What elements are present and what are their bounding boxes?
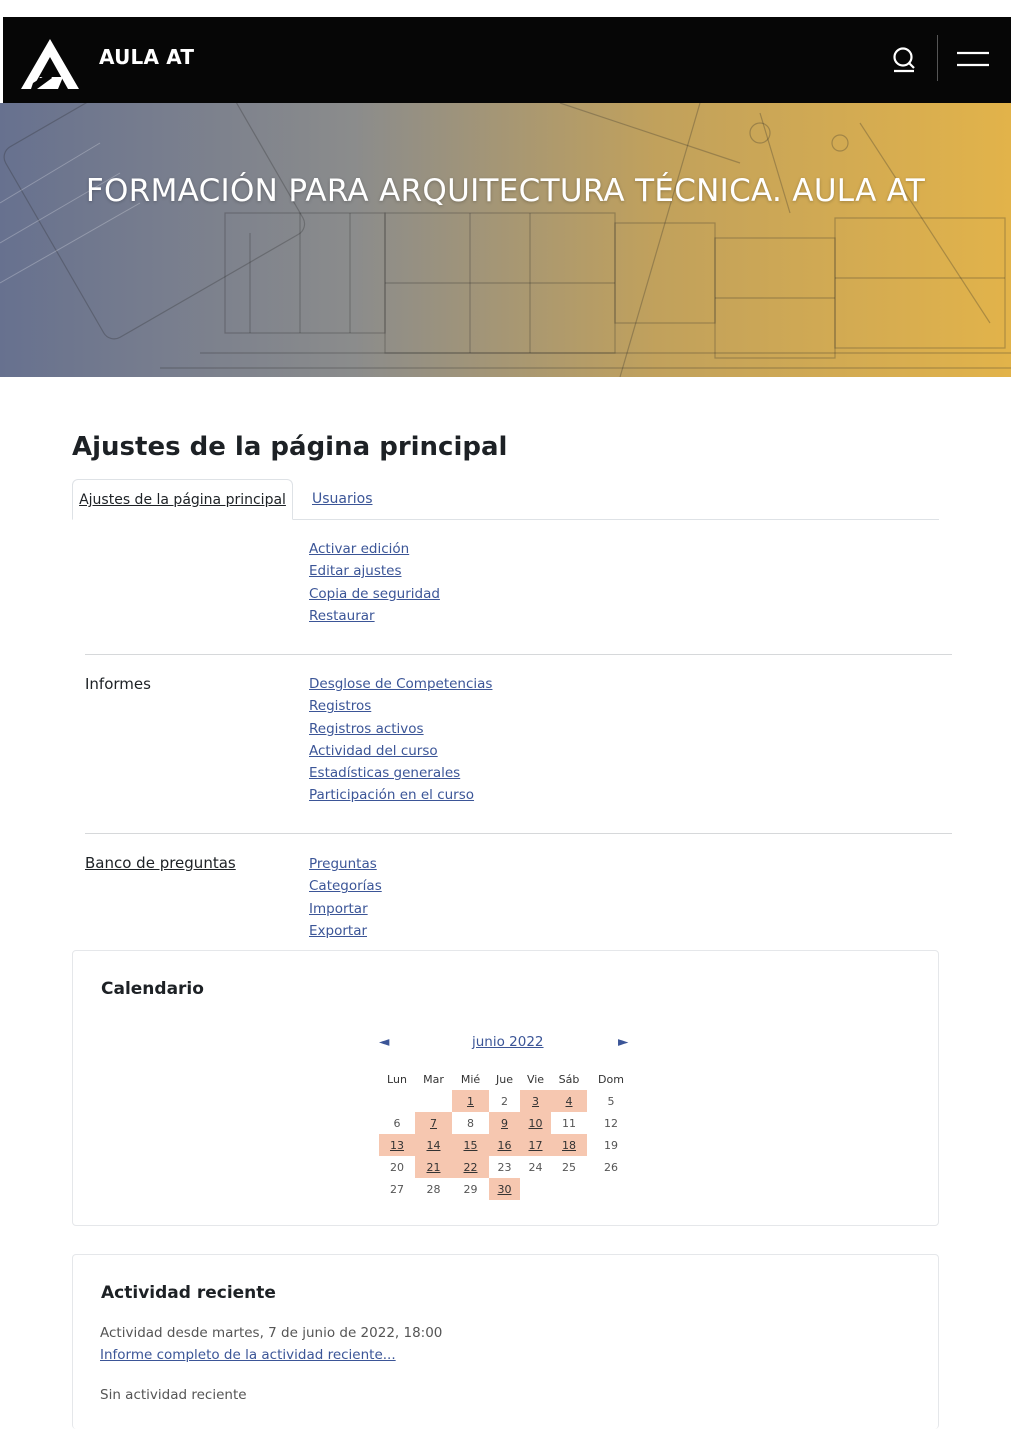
calendar-week-row bbox=[379, 1090, 635, 1112]
calendar-day: 12 bbox=[604, 1116, 618, 1130]
calendar-day-event-link[interactable]: 18 bbox=[562, 1138, 576, 1152]
link-preguntas[interactable]: Preguntas bbox=[309, 856, 377, 872]
calendar-day-with-event[interactable] bbox=[520, 1112, 551, 1134]
calendar-day-with-event[interactable] bbox=[452, 1156, 489, 1178]
link-editar-ajustes[interactable]: Editar ajustes bbox=[309, 563, 402, 580]
calendar-prev-icon[interactable]: ◄ bbox=[379, 1034, 390, 1050]
general-links bbox=[309, 538, 440, 627]
calendar-day-event-link[interactable]: 9 bbox=[501, 1116, 508, 1130]
calendar-month-link[interactable]: junio 2022 bbox=[472, 1034, 544, 1050]
link-restaurar[interactable]: Restaurar bbox=[309, 607, 375, 624]
hero-title: FORMACIÓN PARA ARQUITECTURA TÉCNICA. AULA AT bbox=[85, 173, 926, 209]
search-icon bbox=[889, 44, 919, 74]
calendar-weekday: Lun bbox=[387, 1072, 407, 1086]
calendar-day-event-link[interactable]: 30 bbox=[497, 1182, 512, 1196]
calendar-day: 2 bbox=[501, 1094, 508, 1108]
calendar-weekday: Dom bbox=[598, 1072, 624, 1086]
calendar-day-event-link[interactable]: 15 bbox=[463, 1138, 478, 1152]
calendar-day: 27 bbox=[390, 1182, 404, 1196]
calendar-day: 29 bbox=[463, 1182, 478, 1196]
calendar-day-event-link[interactable]: 7 bbox=[430, 1116, 437, 1130]
link-categorias[interactable]: Categorías bbox=[309, 878, 382, 895]
link-importar[interactable]: Importar bbox=[309, 900, 368, 917]
calendar-day-with-event[interactable] bbox=[379, 1134, 415, 1156]
page-title: Ajustes de la página principal bbox=[72, 432, 508, 462]
hero-banner bbox=[0, 103, 1011, 377]
calendar-day-with-event[interactable] bbox=[415, 1156, 452, 1178]
link-activar-edicion[interactable]: Activar edición bbox=[309, 541, 410, 557]
calendar-empty-cell bbox=[587, 1178, 635, 1200]
calendar-day-with-event[interactable] bbox=[520, 1134, 551, 1156]
link-estadisticas-generales[interactable]: Estadísticas generales bbox=[309, 765, 461, 782]
calendar-day-with-event[interactable] bbox=[452, 1134, 489, 1156]
calendar-week-row bbox=[379, 1134, 635, 1156]
recent-activity-since: Actividad desde martes, 7 de junio de 2022, 18:00 bbox=[100, 1325, 443, 1341]
calendar-day-event-link[interactable]: 21 bbox=[426, 1160, 441, 1174]
link-exportar[interactable]: Exportar bbox=[309, 922, 368, 939]
top-strip bbox=[0, 0, 1011, 17]
calendar-day: 19 bbox=[604, 1138, 618, 1152]
calendar-day-event-link[interactable]: 3 bbox=[532, 1094, 539, 1108]
calendar-day-event-link[interactable]: 10 bbox=[528, 1116, 543, 1130]
blueprint-background bbox=[0, 103, 1011, 377]
section-divider bbox=[85, 833, 952, 834]
calendar-day-with-event[interactable] bbox=[489, 1178, 520, 1200]
calendar-empty-cell bbox=[379, 1090, 415, 1112]
link-registros[interactable]: Registros bbox=[309, 698, 372, 715]
informes-title: Informes bbox=[85, 675, 151, 693]
calendar-weekday: Mié bbox=[460, 1072, 481, 1086]
link-participacion-curso[interactable]: Participación en el curso bbox=[309, 787, 475, 804]
search-button[interactable] bbox=[889, 44, 919, 74]
calendar-day: 23 bbox=[497, 1160, 512, 1174]
calendar-day-event-link[interactable]: 1 bbox=[467, 1094, 474, 1108]
recent-activity-none: Sin actividad reciente bbox=[100, 1387, 247, 1403]
calendar-day: 26 bbox=[604, 1160, 618, 1174]
calendar-next-icon[interactable]: ► bbox=[618, 1034, 629, 1050]
menu-button[interactable] bbox=[955, 44, 991, 74]
section-divider bbox=[85, 654, 952, 655]
calendar-day-with-event[interactable] bbox=[415, 1112, 452, 1134]
calendar-day-with-event[interactable] bbox=[520, 1090, 551, 1112]
calendar-day: 8 bbox=[467, 1116, 474, 1130]
calendar-day: 6 bbox=[393, 1116, 401, 1130]
calendar-week-row bbox=[379, 1156, 635, 1178]
calendar-week-row bbox=[379, 1112, 635, 1134]
calendar-day-with-event[interactable] bbox=[489, 1134, 520, 1156]
tab-frontpage-settings[interactable]: Ajustes de la página principal bbox=[72, 479, 293, 520]
brand-name[interactable]: AULA AT bbox=[99, 45, 195, 69]
recent-activity-title: Actividad reciente bbox=[101, 1283, 276, 1303]
calendar-day: 25 bbox=[562, 1160, 576, 1174]
settings-tabs bbox=[72, 479, 939, 520]
recent-activity-full-report-link[interactable]: Informe completo de la actividad reciente... bbox=[100, 1347, 396, 1363]
link-actividad-curso[interactable]: Actividad del curso bbox=[309, 742, 438, 759]
hamburger-icon bbox=[955, 44, 991, 74]
calendar-weekday: Sáb bbox=[558, 1072, 580, 1086]
calendar-day-event-link[interactable]: 4 bbox=[565, 1094, 573, 1108]
calendar-day-with-event[interactable] bbox=[489, 1112, 520, 1134]
informes-links bbox=[309, 673, 492, 807]
calendar-day-with-event[interactable] bbox=[415, 1134, 452, 1156]
link-desglose-competencias[interactable]: Desglose de Competencias bbox=[309, 676, 493, 692]
calendar-day-event-link[interactable]: 17 bbox=[528, 1138, 543, 1152]
tab-users[interactable]: Usuarios bbox=[312, 491, 373, 507]
calendar-day-with-event[interactable] bbox=[452, 1090, 489, 1112]
calendar-day-event-link[interactable]: 13 bbox=[390, 1138, 404, 1152]
link-copia-seguridad[interactable]: Copia de seguridad bbox=[309, 585, 440, 602]
calendar-day: 24 bbox=[528, 1160, 543, 1174]
navbar bbox=[3, 17, 1011, 103]
calendar-day: 28 bbox=[426, 1182, 441, 1196]
calendar-week-row bbox=[379, 1178, 635, 1200]
calendar-empty-cell bbox=[415, 1090, 452, 1112]
calendar-day-with-event[interactable] bbox=[551, 1090, 587, 1112]
calendar-day-event-link[interactable]: 16 bbox=[497, 1138, 512, 1152]
calendar-weekdays bbox=[379, 1068, 635, 1090]
calendar-day: 20 bbox=[390, 1160, 404, 1174]
calendar-day-event-link[interactable]: 22 bbox=[463, 1160, 478, 1174]
calendar-weekday: Jue bbox=[496, 1072, 513, 1086]
banco-links bbox=[309, 853, 382, 942]
calendar-day: 11 bbox=[562, 1116, 576, 1130]
calendar-day-event-link[interactable]: 14 bbox=[426, 1138, 441, 1152]
link-registros-activos[interactable]: Registros activos bbox=[309, 720, 424, 737]
calendar-empty-cell bbox=[551, 1178, 587, 1200]
calendar-title: Calendario bbox=[101, 979, 204, 999]
banco-preguntas-link[interactable]: Banco de preguntas bbox=[85, 854, 236, 872]
navbar-divider bbox=[937, 35, 938, 81]
calendar-weekday: Vie bbox=[526, 1072, 545, 1086]
calendar-day-with-event[interactable] bbox=[551, 1134, 587, 1156]
calendar-day: 5 bbox=[607, 1094, 615, 1108]
calendar-grid bbox=[379, 1068, 635, 1200]
aula-at-logo-icon[interactable] bbox=[19, 37, 81, 91]
calendar-weekday: Mar bbox=[423, 1072, 444, 1086]
calendar-empty-cell bbox=[520, 1178, 551, 1200]
